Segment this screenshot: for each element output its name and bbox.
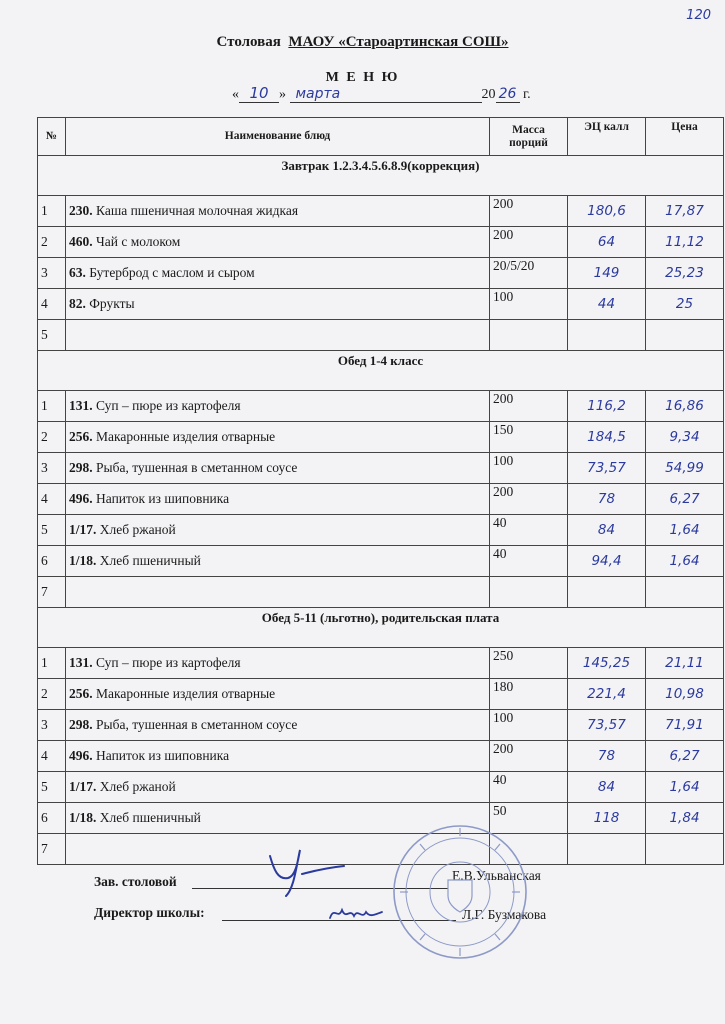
school-seal — [390, 822, 530, 962]
energy-value: 44 — [568, 289, 646, 320]
dish-cell — [66, 741, 490, 772]
dish-name: Макаронные изделия отварные — [96, 429, 276, 444]
canteen-head-name: Е.В.Ульванская — [452, 868, 541, 883]
col-energy: ЭЦ калл — [568, 118, 646, 156]
dish-name: Суп – пюре из картофеля — [96, 655, 241, 670]
row-number: 5 — [38, 320, 66, 351]
dish-code: 230. — [69, 203, 93, 218]
col-price: Цена — [646, 118, 724, 156]
dish-code: 460. — [69, 234, 93, 249]
col-name: Наименование блюд — [66, 118, 490, 156]
energy-value: 145,25 — [568, 648, 646, 679]
menu-table — [37, 117, 724, 865]
row-number: 3 — [38, 710, 66, 741]
price-value: 1,84 — [646, 803, 724, 834]
row-number: 5 — [38, 515, 66, 546]
dish-cell — [66, 484, 490, 515]
dish-name: Напиток из шиповника — [96, 491, 230, 506]
dish-code: 298. — [69, 460, 93, 475]
dish-name: Рыба, тушенная в сметанном соусе — [96, 717, 298, 732]
portion-mass — [490, 320, 568, 351]
date-close-quote: » — [279, 87, 286, 102]
energy-value: 73,57 — [568, 710, 646, 741]
menu-title: М Е Н Ю — [325, 70, 400, 85]
portion-mass: 100 — [490, 453, 568, 484]
energy-value — [568, 834, 646, 865]
table-row — [38, 515, 724, 546]
dish-cell — [66, 648, 490, 679]
dish-code: 1/17. — [69, 522, 97, 537]
dish-cell — [66, 515, 490, 546]
table-row — [38, 453, 724, 484]
portion-mass: 250 — [490, 648, 568, 679]
dish-name: Напиток из шиповника — [96, 748, 230, 763]
section-title: Обед 1-4 класс — [38, 351, 724, 391]
price-value: 17,87 — [646, 196, 724, 227]
row-number: 1 — [38, 196, 66, 227]
price-value: 1,64 — [646, 546, 724, 577]
row-number: 2 — [38, 679, 66, 710]
energy-value: 94,4 — [568, 546, 646, 577]
table-row — [38, 803, 724, 834]
menu-date — [232, 84, 531, 103]
dish-name: Хлеб пшеничный — [99, 553, 201, 568]
dish-name: Макаронные изделия отварные — [96, 686, 276, 701]
energy-value: 221,4 — [568, 679, 646, 710]
table-header-row — [38, 118, 724, 156]
price-value: 25 — [646, 289, 724, 320]
price-value — [646, 577, 724, 608]
table-row — [38, 710, 724, 741]
energy-value: 149 — [568, 258, 646, 289]
dish-code: 131. — [69, 655, 93, 670]
dish-code: 1/17. — [69, 779, 97, 794]
director-name: Л.Г. Бузмакова — [462, 907, 547, 922]
canteen-head-signature — [238, 836, 348, 898]
dish-cell — [66, 453, 490, 484]
col-mass-line1: Масса — [512, 123, 545, 136]
table-row — [38, 320, 724, 351]
portion-mass: 100 — [490, 710, 568, 741]
date-day: 10 — [239, 84, 279, 103]
price-value: 71,91 — [646, 710, 724, 741]
dish-code: 82. — [69, 296, 86, 311]
date-open-quote: « — [232, 87, 239, 102]
portion-mass: 200 — [490, 391, 568, 422]
row-number: 3 — [38, 258, 66, 289]
row-number: 3 — [38, 453, 66, 484]
row-number: 6 — [38, 546, 66, 577]
row-number: 1 — [38, 648, 66, 679]
table-row — [38, 484, 724, 515]
energy-value: 118 — [568, 803, 646, 834]
price-value — [646, 834, 724, 865]
dish-name: Хлеб ржаной — [99, 522, 176, 537]
canteen-heading — [0, 34, 725, 51]
col-num: № — [38, 118, 66, 156]
dish-name: Бутерброд с маслом и сыром — [89, 265, 255, 280]
energy-value: 73,57 — [568, 453, 646, 484]
row-number: 4 — [38, 741, 66, 772]
col-mass — [490, 118, 568, 156]
table-row — [38, 834, 724, 865]
dish-name: Рыба, тушенная в сметанном соусе — [96, 460, 298, 475]
price-value: 16,86 — [646, 391, 724, 422]
dish-cell — [66, 546, 490, 577]
price-value: 6,27 — [646, 484, 724, 515]
dish-name: Фрукты — [89, 296, 135, 311]
portion-mass: 40 — [490, 515, 568, 546]
dish-cell — [66, 258, 490, 289]
dish-code: 131. — [69, 398, 93, 413]
section-title: Завтрак 1.2.3.4.5.6.8.9(коррекция) — [38, 156, 724, 196]
energy-value — [568, 320, 646, 351]
price-value: 6,27 — [646, 741, 724, 772]
row-number: 7 — [38, 834, 66, 865]
row-number: 6 — [38, 803, 66, 834]
row-number: 5 — [38, 772, 66, 803]
section-row — [38, 351, 724, 391]
director-label: Директор школы: — [94, 905, 205, 920]
energy-value — [568, 577, 646, 608]
dish-cell — [66, 289, 490, 320]
portion-mass: 180 — [490, 679, 568, 710]
price-value: 25,23 — [646, 258, 724, 289]
dish-name: Хлеб пшеничный — [99, 810, 201, 825]
row-number: 4 — [38, 289, 66, 320]
energy-value: 184,5 — [568, 422, 646, 453]
canteen-name: МАОУ «Староартинская СОШ» — [288, 34, 509, 50]
date-year-prefix: 20 — [481, 87, 496, 102]
portion-mass: 20/5/20 — [490, 258, 568, 289]
dish-cell — [66, 391, 490, 422]
portion-mass: 200 — [490, 741, 568, 772]
dish-code: 1/18. — [69, 810, 97, 825]
energy-value: 64 — [568, 227, 646, 258]
date-year-suffix: 26 — [496, 86, 520, 103]
dish-code: 496. — [69, 748, 93, 763]
table-row — [38, 577, 724, 608]
dish-cell — [66, 320, 490, 351]
portion-mass: 200 — [490, 227, 568, 258]
portion-mass: 40 — [490, 546, 568, 577]
price-value: 21,11 — [646, 648, 724, 679]
director-signature — [326, 898, 386, 928]
energy-value: 84 — [568, 515, 646, 546]
canteen-head-label: Зав. столовой — [94, 874, 177, 889]
table-row — [38, 227, 724, 258]
table-row — [38, 422, 724, 453]
table-row — [38, 289, 724, 320]
energy-value: 78 — [568, 741, 646, 772]
portion-mass: 100 — [490, 289, 568, 320]
dish-name: Чай с молоком — [96, 234, 181, 249]
energy-value: 116,2 — [568, 391, 646, 422]
section-row — [38, 156, 724, 196]
price-value — [646, 320, 724, 351]
table-row — [38, 258, 724, 289]
dish-name: Суп – пюре из картофеля — [96, 398, 241, 413]
date-month: марта — [290, 86, 482, 103]
date-g: г. — [523, 87, 531, 102]
canteen-prefix: Столовая — [216, 34, 281, 50]
portion-mass: 40 — [490, 772, 568, 803]
dish-code: 63. — [69, 265, 86, 280]
row-number: 2 — [38, 422, 66, 453]
row-number: 1 — [38, 391, 66, 422]
energy-value: 78 — [568, 484, 646, 515]
price-value: 1,64 — [646, 515, 724, 546]
portion-mass: 50 — [490, 803, 568, 834]
dish-cell — [66, 577, 490, 608]
energy-value: 180,6 — [568, 196, 646, 227]
dish-cell — [66, 196, 490, 227]
row-number: 2 — [38, 227, 66, 258]
price-value: 9,34 — [646, 422, 724, 453]
table-row — [38, 648, 724, 679]
dish-code: 298. — [69, 717, 93, 732]
energy-value: 84 — [568, 772, 646, 803]
portion-mass: 200 — [490, 196, 568, 227]
page-number: 120 — [686, 8, 711, 23]
price-value: 54,99 — [646, 453, 724, 484]
table-row — [38, 546, 724, 577]
row-number: 4 — [38, 484, 66, 515]
table-row — [38, 391, 724, 422]
portion-mass — [490, 577, 568, 608]
table-row — [38, 679, 724, 710]
dish-code: 256. — [69, 686, 93, 701]
table-row — [38, 772, 724, 803]
dish-name: Хлеб ржаной — [99, 779, 176, 794]
dish-code: 1/18. — [69, 553, 97, 568]
dish-cell — [66, 422, 490, 453]
price-value: 11,12 — [646, 227, 724, 258]
portion-mass: 150 — [490, 422, 568, 453]
dish-cell — [66, 772, 490, 803]
price-value: 10,98 — [646, 679, 724, 710]
table-row — [38, 741, 724, 772]
col-mass-line2: порций — [509, 136, 548, 149]
table-row — [38, 196, 724, 227]
dish-code: 496. — [69, 491, 93, 506]
dish-cell — [66, 710, 490, 741]
dish-cell — [66, 227, 490, 258]
dish-cell — [66, 679, 490, 710]
portion-mass: 200 — [490, 484, 568, 515]
section-title: Обед 5-11 (льготно), родительская плата — [38, 608, 724, 648]
dish-code: 256. — [69, 429, 93, 444]
section-row — [38, 608, 724, 648]
price-value: 1,64 — [646, 772, 724, 803]
dish-name: Каша пшеничная молочная жидкая — [96, 203, 299, 218]
row-number: 7 — [38, 577, 66, 608]
